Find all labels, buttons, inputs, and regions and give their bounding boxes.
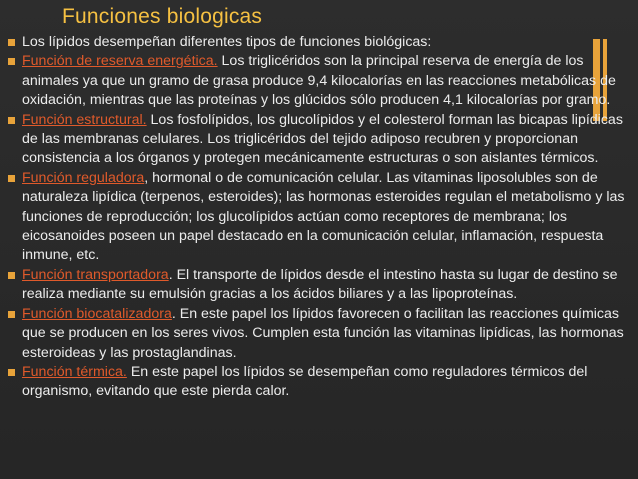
bullet-reguladora (6, 169, 632, 266)
bullet-estructural-label[interactable]: Función estructural. (22, 111, 147, 128)
bullet-transportadora-text: . El transporte de lípidos desde el intestino hasta su lugar de destino se realiza mediante su emulsión gracias a los ácidos biliares y a las lipoproteínas. (22, 266, 618, 303)
bullet-marker-icon (8, 311, 15, 318)
bullet-transportadora (6, 266, 632, 305)
bullet-biocatalizadora (6, 305, 632, 363)
slide-title: Funciones biologicas (62, 5, 263, 28)
bullet-reguladora-text: , hormonal o de comunicación celular. Las vitaminas liposolubles son de naturaleza lipídica (terpenos, esteroides); las hormonas esteroides regulan el metabolismo y las funciones de reproducción; los glucolípidos actúan como receptores de membrana; los eicosanoides poseen un papel destacado en la comunicación celular, inflamación, respuesta inmune, etc. (22, 169, 625, 264)
bullet-intro-text: Los lípidos desempeñan diferentes tipos de funciones biológicas: (22, 34, 432, 50)
bullet-list (6, 33, 632, 402)
bullet-transportadora-label[interactable]: Función transportadora (22, 266, 169, 283)
bullet-reserva-text: Los triglicéridos son la principal reserva de energía de los animales ya que un gramo de grasa produce 9,4 kilocalorías en las reacciones metabólicas de oxidación, mientras que las proteínas y los glúcidos sólo producen 4,1 kilocalorías por gramo. (22, 53, 616, 109)
bullet-termica-text: En este papel los lípidos se desempeñan como reguladores térmicos del organismo, evitando que este pierda calor. (22, 363, 588, 400)
bullet-biocatalizadora-text: . En este papel los lípidos favorecen o facilitan las reacciones químicas que se producen en los seres vivos. Cumplen esta función las vitaminas lipídicas, las hormonas esteroideas y las prostaglandinas. (22, 305, 624, 361)
bullet-intro (6, 33, 632, 52)
bullet-reguladora-label[interactable]: Función reguladora (22, 169, 145, 186)
bullet-marker-icon (8, 39, 15, 46)
bullet-marker-icon (8, 117, 15, 124)
bullet-marker-icon (8, 369, 15, 376)
bullet-estructural-text: Los fosfolípidos, los glucolípidos y el colesterol forman las bicapas lipídicas de las membranas celulares. Los triglicéridos del tejido adiposo recubren y proporcionan consistencia a los órganos y protegen mecánicamente estructuras o son aislantes térmicos. (22, 111, 623, 167)
bullet-marker-icon (8, 272, 15, 279)
bullet-reserva (6, 52, 632, 110)
bullet-biocatalizadora-label[interactable]: Función biocatalizadora (22, 305, 172, 322)
bullet-termica (6, 363, 632, 402)
bullet-estructural (6, 111, 632, 169)
bullet-marker-icon (8, 58, 15, 65)
bullet-termica-label[interactable]: Función térmica. (22, 363, 127, 380)
bullet-reserva-label[interactable]: Función de reserva energética. (22, 53, 218, 70)
bullet-marker-icon (8, 175, 15, 182)
